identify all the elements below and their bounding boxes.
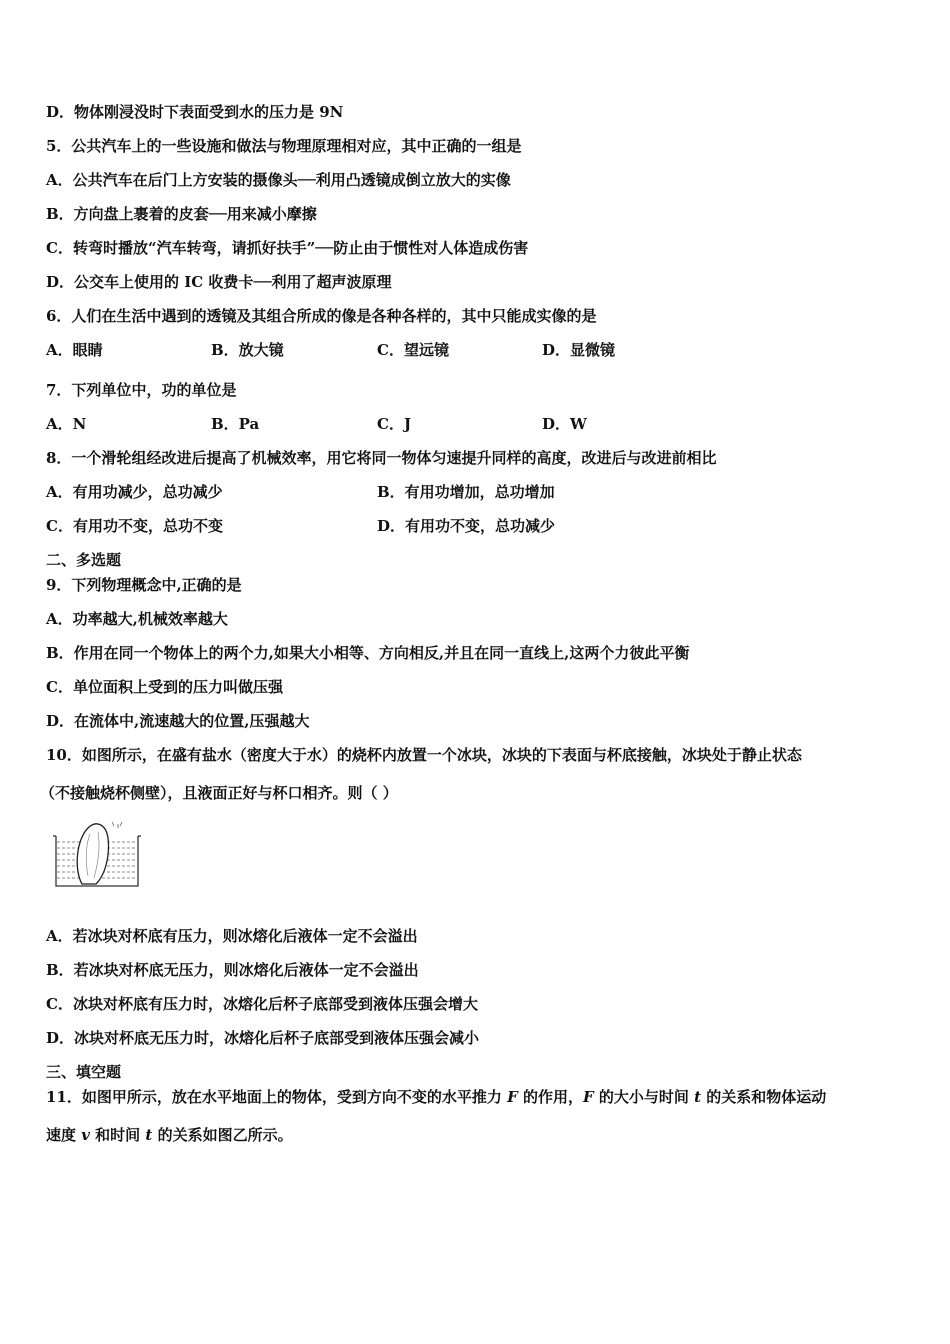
q9-option-b: B．作用在同一个物体上的两个力,如果大小相等、方向相反,并且在同一直线上,这两个力彼此平衡 <box>46 644 690 662</box>
q6-option-b: B．放大镜 <box>211 341 284 359</box>
q7-stem: 7．下列单位中，功的单位是 <box>46 381 237 399</box>
q11-text-3: 的大小与时间 <box>593 1088 695 1106</box>
q11-text-5: 速度 <box>46 1126 82 1144</box>
q8-option-a: A．有用功减少，总功减少 <box>46 483 223 501</box>
q9-stem: 9．下列物理概念中,正确的是 <box>46 576 242 594</box>
q9-option-c: C．单位面积上受到的压力叫做压强 <box>46 678 283 696</box>
q5-option-b: B．方向盘上裹着的皮套──用来减小摩擦 <box>46 205 317 223</box>
q6-option-d: D．显微镜 <box>542 341 616 359</box>
q11-var-t1: t <box>694 1088 702 1106</box>
q10-stem-line1: 10．如图所示，在盛有盐水（密度大于水）的烧杯内放置一个冰块，冰块的下表面与杯底接触，冰块处于静止状态 <box>46 746 802 764</box>
q8-option-b: B．有用功增加，总功增加 <box>377 483 555 501</box>
q11-text-4: 的关系和物体运动 <box>701 1088 827 1106</box>
q6-stem: 6．人们在生活中遇到的透镜及其组合所成的像是各种各样的，其中只能成实像的是 <box>46 307 597 325</box>
q11-stem-line1 <box>46 1087 826 1107</box>
q11-var-f2: F <box>583 1088 594 1106</box>
q6-option-a: A．眼睛 <box>46 341 103 359</box>
q10-option-d: D．冰块对杯底无压力时，冰熔化后杯子底部受到液体压强会减小 <box>46 1029 480 1047</box>
section-fill-blank-heading: 三、填空题 <box>46 1063 122 1081</box>
q7-option-a: A．N <box>46 415 87 433</box>
q6-option-c: C．望远镜 <box>377 341 449 359</box>
q8-option-d: D．有用功不变，总功减少 <box>377 517 556 535</box>
q10-option-a: A．若冰块对杯底有压力，则冰熔化后液体一定不会溢出 <box>46 927 418 945</box>
section-multi-choice-heading: 二、多选题 <box>46 551 122 569</box>
q5-option-d: D．公交车上使用的 IC 收费卡──利用了超声波原理 <box>46 273 392 291</box>
q11-var-f1: F <box>507 1088 518 1106</box>
q11-var-v: v <box>81 1126 90 1144</box>
ice-block <box>77 824 108 884</box>
q8-option-c: C．有用功不变，总功不变 <box>46 517 223 535</box>
q11-stem-line2 <box>46 1125 293 1145</box>
q7-option-d: D．W <box>542 415 587 433</box>
q10-stem-line2: （不接触烧杯侧壁），且液面正好与杯口相齐。则（ ） <box>40 784 398 802</box>
beaker-ice-figure <box>52 820 144 892</box>
q10-option-c: C．冰块对杯底有压力时，冰熔化后杯子底部受到液体压强会增大 <box>46 995 478 1013</box>
q4-option-d: D．物体刚浸没时下表面受到水的压力是 9N <box>46 103 344 121</box>
q5-option-c: C．转弯时播放“汽车转弯，请抓好扶手”──防止由于惯性对人体造成伤害 <box>46 239 529 257</box>
q11-text-1: 11．如图甲所示，放在水平地面上的物体，受到方向不变的水平推力 <box>46 1088 508 1106</box>
q8-stem: 8．一个滑轮组经改进后提高了机械效率，用它将同一物体匀速提升同样的高度，改进后与改进前相比 <box>46 449 717 467</box>
q9-option-d: D．在流体中,流速越大的位置,压强越大 <box>46 712 310 730</box>
q11-text-2: 的作用， <box>517 1088 583 1106</box>
q5-stem: 5．公共汽车上的一些设施和做法与物理原理相对应，其中正确的一组是 <box>46 137 522 155</box>
q7-option-c: C．J <box>377 415 412 433</box>
q5-option-a: A．公共汽车在后门上方安装的摄像头──利用凸透镜成倒立放大的实像 <box>46 171 511 189</box>
q7-option-b: B．Pa <box>211 415 260 433</box>
q11-text-6: 和时间 <box>89 1126 146 1144</box>
q11-var-t2: t <box>145 1126 153 1144</box>
beaker-top-marks <box>112 822 122 828</box>
q9-option-a: A．功率越大,机械效率越大 <box>46 610 228 628</box>
q11-text-7: 的关系如图乙所示。 <box>152 1126 293 1144</box>
q10-option-b: B．若冰块对杯底无压力，则冰熔化后液体一定不会溢出 <box>46 961 419 979</box>
